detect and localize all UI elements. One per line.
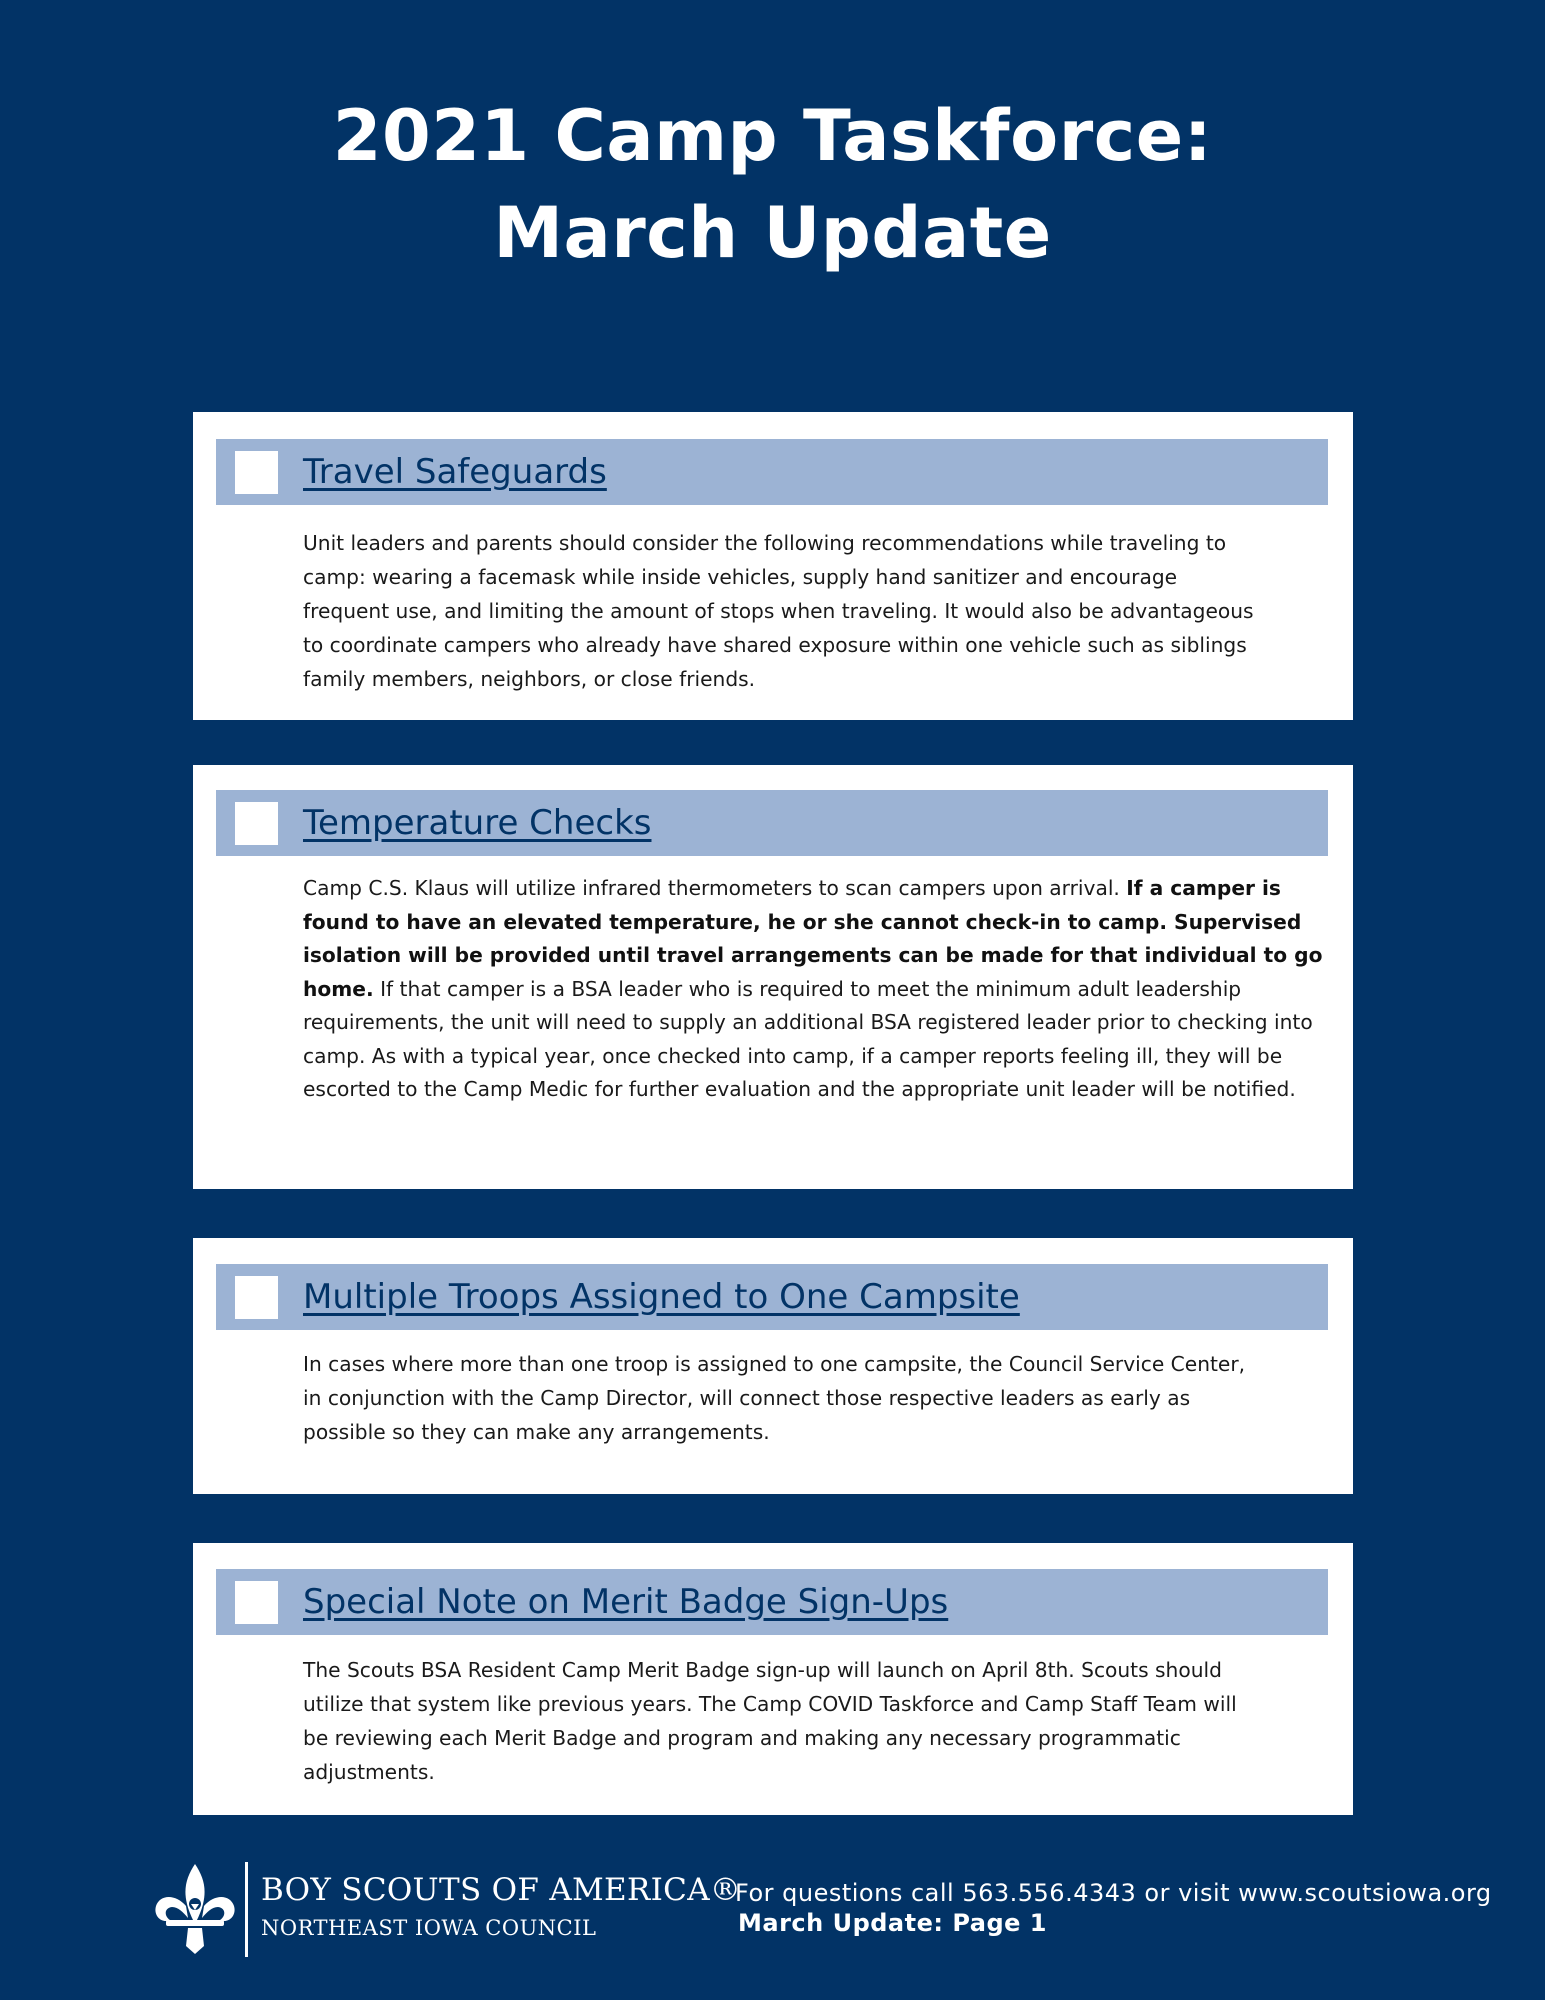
page-title-line-2: March Update bbox=[493, 192, 1052, 274]
body-line: to coordinate campers who already have shared exposure within one vehicle such as siblings bbox=[303, 633, 1247, 657]
body-line: in conjunction with the Camp Director, will connect those respective leaders as early as bbox=[303, 1386, 1191, 1410]
section-title: Travel Safeguards bbox=[303, 452, 607, 492]
page-title bbox=[0, 88, 1545, 282]
checkbox[interactable] bbox=[235, 451, 278, 494]
section-title: Special Note on Merit Badge Sign-Ups bbox=[303, 1582, 949, 1622]
body-line: adjustments. bbox=[303, 1760, 435, 1784]
section-title: Multiple Troops Assigned to One Campsite bbox=[303, 1277, 1020, 1317]
page-label: March Update: Page 1 bbox=[738, 1909, 1047, 1937]
body-line: frequent use, and limiting the amount of stops when traveling. It would also be advantageous bbox=[303, 599, 1254, 623]
contact-info: For questions call 563.556.4343 or visit www.scoutsiowa.org bbox=[735, 1879, 1492, 1907]
body-line: In cases where more than one troop is assigned to one campsite, the Council Service Center, bbox=[303, 1352, 1246, 1376]
checkbox[interactable] bbox=[235, 802, 278, 845]
org-council: NORTHEAST IOWA COUNCIL bbox=[261, 1916, 597, 1940]
section-card-multiple-troops bbox=[193, 1238, 1353, 1494]
body-line: family members, neighbors, or close friends. bbox=[303, 667, 756, 691]
checkbox[interactable] bbox=[235, 1276, 278, 1319]
body-intro: Camp C.S. Klaus will utilize infrared thermometers to scan campers upon arrival. bbox=[303, 876, 1120, 900]
section-card-temperature-checks bbox=[193, 765, 1353, 1189]
section-header bbox=[216, 790, 1328, 856]
body-line: The Scouts BSA Resident Camp Merit Badge sign-up will launch on April 8th. Scouts should bbox=[303, 1658, 1222, 1682]
section-card-merit-badge bbox=[193, 1543, 1353, 1815]
section-body bbox=[303, 1347, 1323, 1449]
section-card-travel-safeguards bbox=[193, 412, 1353, 720]
checkbox[interactable] bbox=[235, 1581, 278, 1624]
page-title-line-1: 2021 Camp Taskforce: bbox=[332, 95, 1213, 177]
section-header bbox=[216, 439, 1328, 505]
body-line: Unit leaders and parents should consider the following recommendations while traveling to bbox=[303, 531, 1227, 555]
body-line: camp: wearing a facemask while inside vehicles, supply hand sanitizer and encourage bbox=[303, 565, 1178, 589]
fleur-de-lis-icon bbox=[150, 1860, 240, 1956]
section-body bbox=[303, 526, 1323, 696]
body-line: be reviewing each Merit Badge and program and making any necessary programmatic bbox=[303, 1726, 1181, 1750]
section-header bbox=[216, 1264, 1328, 1330]
body-bold: If a camper is found to have an elevated temperature, he or she cannot check-in to camp. Supervised isolation will be provided until travel arrangements can be made for that individual to go home. bbox=[303, 876, 1323, 1001]
section-body bbox=[303, 872, 1323, 1107]
body-rest: If that camper is a BSA leader who is required to meet the minimum adult leadership requirements, the unit will need to supply an additional BSA registered leader prior to checking into camp. As with a typical year, once checked into camp, if a camper reports feeling ill, they will be escorted to the Camp Medic for further evaluation and the appropriate unit leader will be notified. bbox=[303, 976, 1313, 1101]
footer-divider bbox=[245, 1862, 248, 1957]
body-line: utilize that system like previous years. The Camp COVID Taskforce and Camp Staff Team will bbox=[303, 1692, 1237, 1716]
section-header bbox=[216, 1569, 1328, 1635]
section-title: Temperature Checks bbox=[303, 803, 652, 843]
body-line: possible so they can make any arrangements. bbox=[303, 1420, 770, 1444]
org-name: BOY SCOUTS OF AMERICA® bbox=[261, 1872, 742, 1908]
section-body bbox=[303, 1653, 1323, 1789]
